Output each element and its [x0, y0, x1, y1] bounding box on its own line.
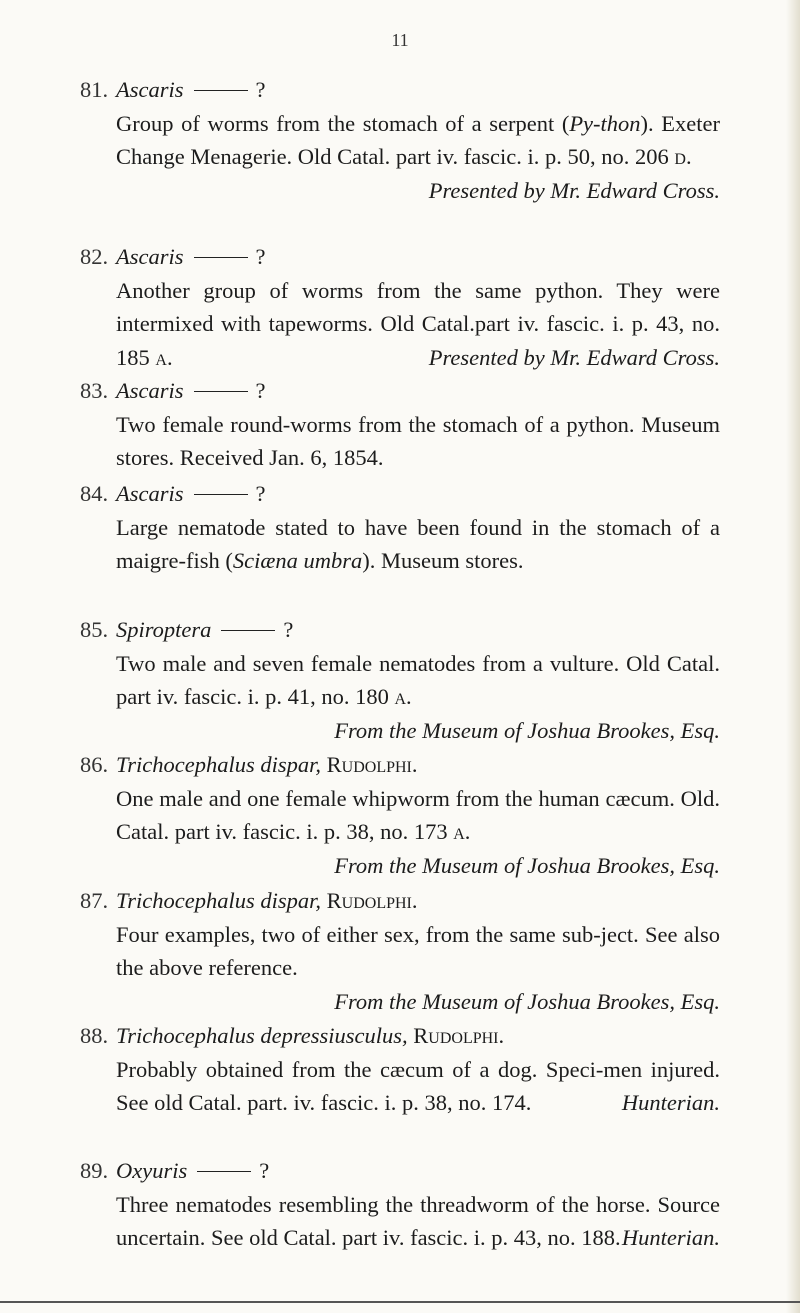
entry-81 — [80, 73, 720, 207]
entry-description — [80, 511, 720, 578]
entry-genus: Ascaris — [116, 77, 184, 102]
entry-heading — [80, 477, 720, 511]
entry-heading — [80, 748, 720, 782]
entry-89 — [80, 1154, 720, 1255]
entry-heading — [80, 1154, 720, 1188]
dash-rule — [197, 1171, 251, 1172]
entry-82 — [80, 240, 720, 374]
entry-number: 83. — [80, 378, 109, 403]
entry-heading — [80, 613, 720, 647]
entry-heading — [80, 240, 720, 274]
entry-source: Hunterian. — [621, 1090, 720, 1116]
desc-italic: Sciæna umbra — [232, 548, 363, 574]
entry-source: Presented by Mr. Edward Cross. — [428, 177, 720, 203]
entry-genus: Ascaris — [116, 244, 184, 269]
entry-86 — [80, 748, 720, 882]
dash-rule — [194, 391, 248, 392]
desc-text: Group of worms from the stomach of a serpent ( — [116, 110, 570, 136]
desc-text: ). Exeter Change Menagerie. Old Catal. part iv. fascic. i. p. 50, no. 206 — [116, 110, 720, 170]
entry-heading — [80, 73, 720, 107]
entry-number: 86. — [80, 752, 109, 777]
entry-description — [80, 1188, 720, 1255]
entry-qualifier: ? — [255, 378, 266, 403]
desc-text: Probably obtained from the cæcum of a dog. Speci-men injured. See old Catal. part. iv. fascic. i. p. 38, no. 174. — [116, 1056, 720, 1116]
entry-genus: Trichocephalus depressiusculus, — [116, 1023, 408, 1048]
entry-87 — [80, 884, 720, 1018]
entry-source: From the Museum of Joshua Brookes, Esq. — [334, 717, 720, 743]
entry-number: 82. — [80, 244, 109, 269]
dash-rule — [194, 257, 248, 258]
desc-text: . — [406, 684, 412, 710]
desc-text: . — [464, 819, 471, 845]
desc-text: Two male and seven female nematodes from a vulture. Old Catal. part iv. fascic. i. p. 41, no. 180 — [116, 650, 720, 710]
entry-qualifier: ? — [255, 77, 266, 102]
entry-description: Four examples, two of either sex, from the same sub-ject. See also the above reference. — [116, 921, 720, 981]
entry-genus: Trichocephalus dispar, — [116, 752, 322, 777]
dash-rule — [194, 494, 248, 495]
entry-number: 89. — [80, 1158, 109, 1183]
entry-genus: Ascaris — [116, 481, 184, 506]
desc-smallcaps: a — [155, 344, 167, 370]
entry-source: From the Museum of Joshua Brookes, Esq. — [334, 988, 720, 1014]
entry-description — [80, 647, 720, 714]
entry-genus: Trichocephalus dispar, — [116, 888, 322, 913]
entry-number: 81. — [80, 77, 109, 102]
dash-rule — [221, 630, 275, 631]
desc-text: . — [685, 144, 692, 170]
entry-genus: Ascaris — [116, 378, 184, 403]
entry-description — [80, 1053, 720, 1120]
entry-heading — [80, 374, 720, 408]
entry-84 — [80, 477, 720, 578]
entry-qualifier: ? — [255, 481, 266, 506]
entry-number: 87. — [80, 888, 109, 913]
entry-authority: Rudolphi. — [326, 888, 418, 913]
dash-rule — [194, 90, 248, 91]
entry-source: Presented by Mr. Edward Cross. — [428, 344, 720, 370]
entry-source: Hunterian. — [621, 1225, 720, 1251]
entry-qualifier: ? — [259, 1158, 270, 1183]
entry-qualifier: ? — [255, 244, 266, 269]
entry-description — [80, 274, 720, 375]
entry-authority: Rudolphi. — [413, 1023, 505, 1048]
desc-text: ). Museum stores. — [362, 548, 524, 574]
entry-85 — [80, 613, 720, 747]
desc-smallcaps: a — [453, 819, 465, 845]
entry-83 — [80, 374, 720, 475]
entry-number: 85. — [80, 617, 109, 642]
page-edge-shadow — [786, 0, 800, 1313]
entry-heading — [80, 1019, 720, 1053]
entry-qualifier: ? — [283, 617, 294, 642]
desc-smallcaps: d — [674, 144, 686, 170]
desc-italic: Py-thon — [569, 110, 641, 136]
entry-number: 88. — [80, 1023, 109, 1048]
entry-number: 84. — [80, 481, 109, 506]
desc-text: Another group of worms from the same python. They were intermixed with tapeworms. Old Catal.part iv. fascic. i. p. 43, no. 185 — [116, 277, 720, 370]
desc-text: Three nematodes resembling the threadworm of the horse. Source uncertain. See old Catal. part iv. fascic. i. p. 43, no. 188. — [116, 1191, 720, 1251]
entry-source: From the Museum of Joshua Brookes, Esq. — [334, 852, 720, 878]
entry-heading — [80, 884, 720, 918]
page-number: 11 — [391, 30, 409, 50]
desc-text: One male and one female whipworm from the human cæcum. Old. Catal. part iv. fascic. i. p. 38, no. 173 — [116, 785, 720, 845]
desc-smallcaps: a — [394, 684, 407, 710]
desc-text: . — [166, 344, 173, 370]
entry-description — [80, 782, 720, 849]
entry-genus: Spiroptera — [116, 617, 212, 642]
entry-description — [80, 107, 720, 174]
entry-genus: Oxyuris — [116, 1158, 188, 1183]
desc-text: Large nematode stated to have been found in the stomach of a maigre-fish ( — [116, 514, 720, 574]
entry-88 — [80, 1019, 720, 1120]
entry-authority: Rudolphi. — [326, 752, 418, 777]
bottom-rule — [0, 1301, 800, 1303]
entry-description: Two female round-worms from the stomach of a python. Museum stores. Received Jan. 6, 1854. — [116, 411, 720, 471]
